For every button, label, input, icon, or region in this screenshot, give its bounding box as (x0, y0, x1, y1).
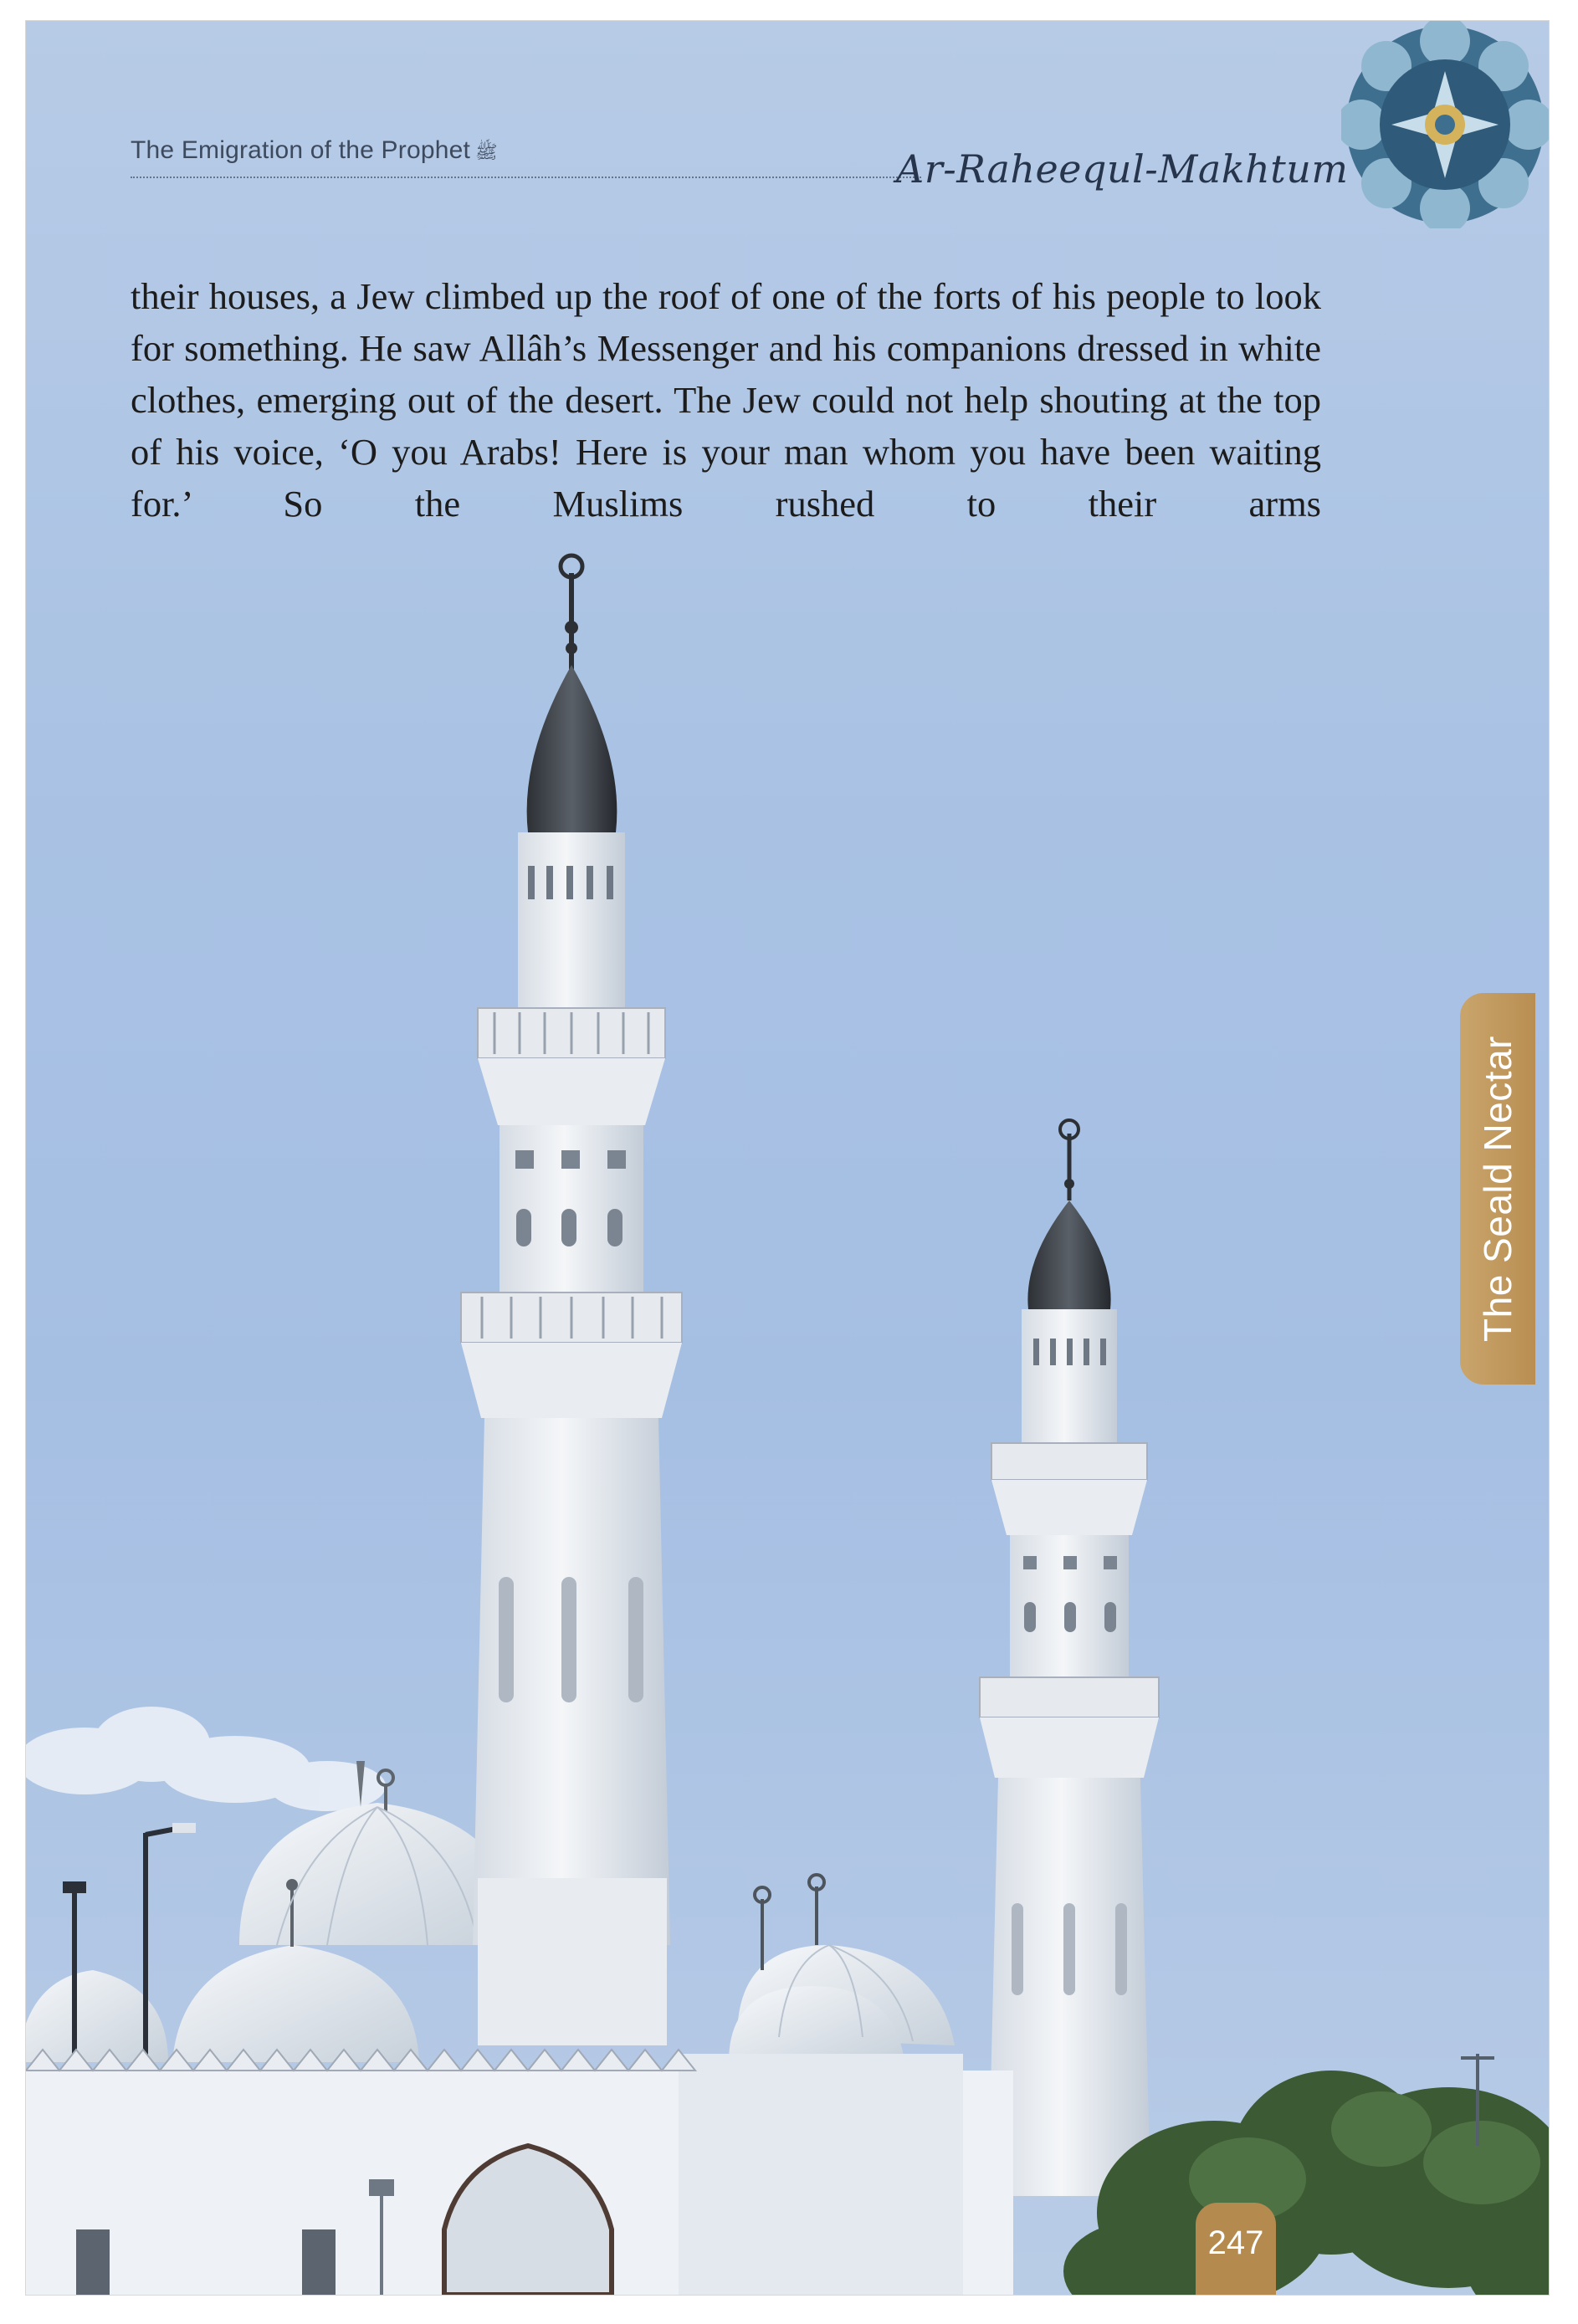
body-paragraph: their houses, a Jew climbed up the roof of one of the forts of his people to look for something. He saw Allâh’s Messenger and his companions dressed in white clothes, emerging out of the desert. The Jew could not help shouting at the top of his voice, ‘O you Arabs! Here is your man whom you have been waiting for.’ So the Muslims rushed to their arms (131, 275, 1321, 525)
chapter-title: The Emigration of the Prophet (131, 136, 471, 164)
section-thumb-tab (1460, 993, 1535, 1385)
section-thumb-tab-label: The Seald Nectar (1476, 1036, 1519, 1342)
page-number-badge (1196, 2203, 1276, 2295)
running-header-chapter (131, 136, 498, 167)
book-page (25, 20, 1550, 2296)
rosette-ornament-icon (1341, 21, 1549, 228)
clouds (26, 1707, 386, 1811)
second-minaret (980, 1120, 1159, 2196)
honorific-glyph: ﷺ (475, 141, 498, 162)
header-dotted-rule (131, 177, 921, 178)
page-number: 247 (1207, 2224, 1264, 2261)
mosque-wall (26, 2050, 1013, 2295)
running-header-book-title: Ar-Raheequl-Makhtum (896, 146, 1349, 192)
main-minaret (461, 555, 682, 2045)
